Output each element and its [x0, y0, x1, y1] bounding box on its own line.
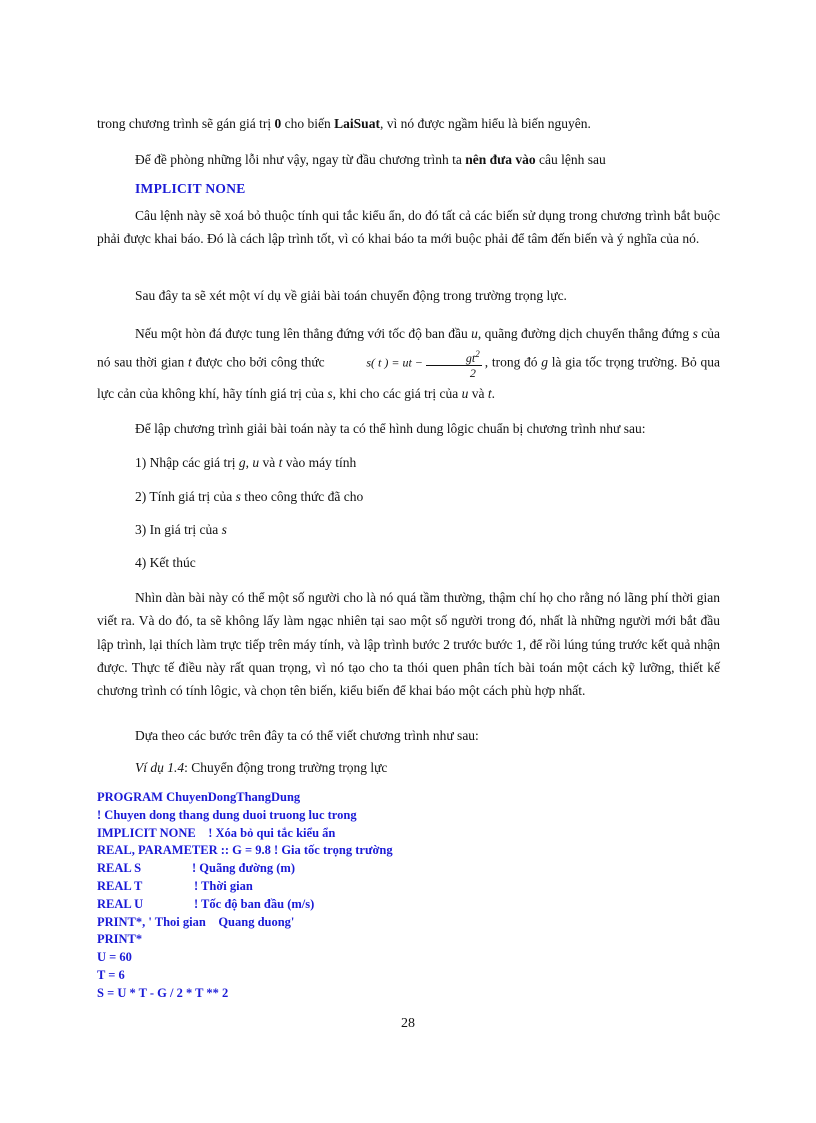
code-line: ! Chuyen dong thang dung duoi truong luc trong [97, 807, 357, 822]
code-line: U = 60 [97, 950, 132, 965]
code-line: IMPLICIT NONE ! Xóa bỏ qui tắc kiểu ẩn [97, 825, 336, 840]
code-line: REAL, PARAMETER :: G = 9.8 ! Gia tốc trọng trường [97, 843, 393, 858]
paragraph-continuation: trong chương trình sẽ gán giá trị 0 cho biến LaiSuat, vì nó được ngầm hiểu là biến nguyên. [97, 116, 591, 131]
code-line: T = 6 [97, 967, 125, 982]
code-line: PRINT*, ' Thoi gian Quang duong' [97, 914, 295, 929]
code-line: PROGRAM ChuyenDongThangDung [97, 790, 301, 804]
step-3: 3) In giá trị của s [135, 522, 227, 537]
paragraph-prevention: Để đề phòng những lỗi như vậy, ngay từ đầu chương trình ta nên đưa vào câu lệnh sau [135, 152, 606, 167]
example-caption: Ví dụ 1.4: Chuyển động trong trường trọng lực [135, 760, 388, 775]
page-number: 28 [401, 1016, 415, 1031]
code-line: REAL S ! Quãng đường (m) [97, 861, 295, 876]
paragraph-example-intro: Sau đây ta sẽ xét một ví dụ về giải bài toán chuyển động trong trường trọng lực. [135, 288, 567, 303]
code-line: REAL T ! Thời gian [97, 878, 253, 893]
code-line: PRINT* [97, 932, 143, 947]
step-1: 1) Nhập các giá trị g, u và t vào máy tính [135, 455, 357, 470]
code-line: REAL U ! Tốc độ ban đầu (m/s) [97, 896, 315, 911]
step-2: 2) Tính giá trị của s theo công thức đã cho [135, 489, 364, 504]
paragraph-logic-plan: Để lập chương trình giải bài toán này ta có thể hình dung lôgic chuẩn bị chương trình như sau: [135, 421, 646, 436]
motion-formula: s( t ) = ut − $\frac{gt^2}{2}$ [366, 349, 480, 380]
paragraph-program-intro: Dựa theo các bước trên đây ta có thể viết chương trình như sau: [135, 728, 479, 743]
step-4: 4) Kết thúc [135, 555, 196, 570]
paragraph-implicit-explanation: Câu lệnh này sẽ xoá bỏ thuộc tính qui tắc kiểu ẩn, do đó tất cả các biến sử dụng trong chương trình bắt buộc phải được khai báo. Đó là cách lập trình tốt, vì có khai báo ta mới buộc phải để tâm đến biến và ý nghĩa của nó. [97, 208, 720, 246]
paragraph-problem-statement: Nếu một hòn đá được tung lên thẳng đứng với tốc độ ban đầu u, quãng đường dịch chuyển thẳng đứng s của nó sau thời gian t được cho bởi công thức s( t ) = ut − $\frac{gt^2}{2}$ , trong đó g là gia tốc trọng trường. Bỏ qua lực cản của không khí, hãy tính giá trị của s, khi cho các giá trị của u và t. [97, 326, 721, 401]
fortran-code-listing [97, 789, 717, 1003]
keyword-implicit-none: IMPLICIT NONE [135, 181, 246, 196]
paragraph-discussion: Nhìn dàn bài này có thể một số người cho là nó quá tầm thường, thậm chí họ cho rằng nó lãng phí thời gian viết ra. Và do đó, ta sẽ không lấy làm ngạc nhiên tại sao một số người trong đó, nhất là những người mới bắt đầu lập trình, lại thích làm trực tiếp trên máy tính, và lập trình bước 2 trước bước 1, để rồi lúng túng trước kết quả nhận được. Thực tế điều này rất quan trọng, vì nó tạo cho ta thói quen phân tích bài toán một cách kỹ lưỡng, thiết kế chương trình có tính lôgic, và chọn tên biến, kiểu biến để khai báo một cách phù hợp nhất. [97, 590, 720, 699]
code-line: S = U * T - G / 2 * T ** 2 [97, 985, 229, 1000]
